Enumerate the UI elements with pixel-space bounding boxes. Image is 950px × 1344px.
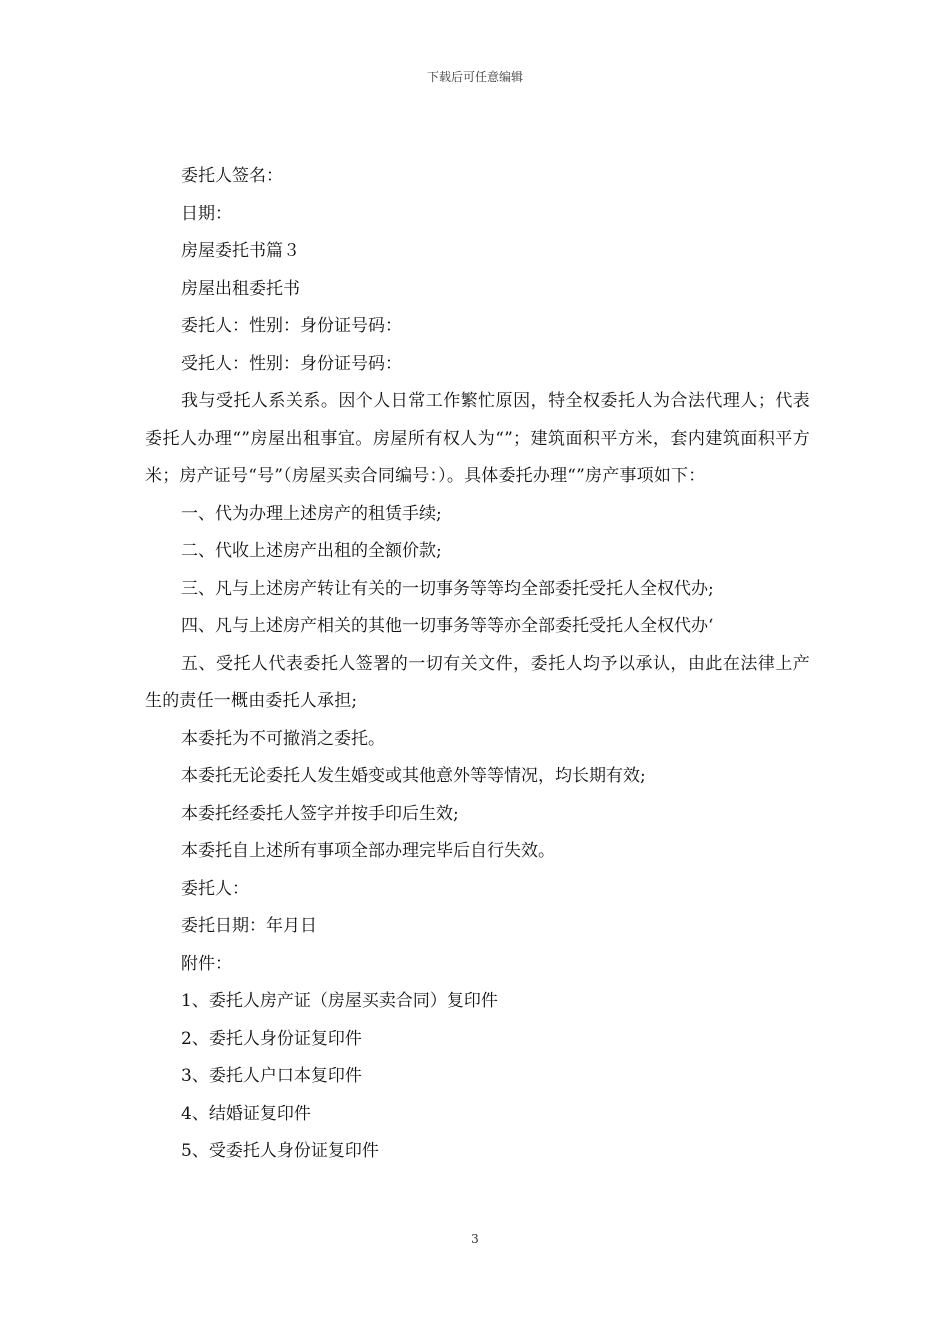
clause-expiry: 本委托自上述所有事项全部办理完毕后自行失效。 <box>181 841 555 861</box>
attachment-item: 3、委托人户口本复印件 <box>181 1066 362 1086</box>
list-item: 一、代为办理上述房产的租赁手续; <box>181 503 442 524</box>
attachments-heading: 附件： <box>181 953 232 974</box>
main-paragraph: 我与受托人系关系。因个人日常工作繁忙原因，特全权委托人为合法代理人；代表委托人办理“”房屋出租事宜。房屋所有权人为“”；建筑面积平方米，套内建筑面积平方米；房产证号“号”（房屋买卖合同编号：）。具体委托办理“”房产事项如下： <box>145 391 810 486</box>
section-title: 房屋委托书篇３ <box>181 241 300 261</box>
client-info-line: 委托人：性别：身份证号码： <box>181 316 402 336</box>
page-header-note: 下载后可任意编辑 <box>426 70 523 84</box>
list-item-five: 五、受托人代表委托人签署的一切有关文件，委托人均予以承认，由此在法律上产生的责任一概由委托人承担; <box>145 653 810 711</box>
document-body <box>145 158 810 1171</box>
attachment-item: 4、结婚证复印件 <box>181 1103 311 1124</box>
page-number: 3 <box>471 1232 479 1246</box>
attachment-item: 5、受委托人身份证复印件 <box>181 1141 379 1161</box>
attachment-item: 1、委托人房产证（房屋买卖合同）复印件 <box>181 991 498 1011</box>
attachment-item: 2、委托人身份证复印件 <box>181 1028 362 1049</box>
list-item: 四、凡与上述房产相关的其他一切事务等等亦全部委托受托人全权代办‘ <box>181 616 714 636</box>
clause-effective: 本委托经委托人签字并按手印后生效; <box>181 803 459 824</box>
date-line: 日期： <box>181 203 232 224</box>
clause-irrevocable: 本委托为不可撤消之委托。 <box>181 728 385 749</box>
commission-date-line: 委托日期：年月日 <box>181 916 317 936</box>
list-item: 二、代收上述房产出租的全额价款; <box>181 541 442 561</box>
client-line: 委托人： <box>181 878 249 899</box>
agent-info-line: 受托人：性别：身份证号码： <box>181 353 402 374</box>
client-signature-line: 委托人签名： <box>181 166 283 186</box>
document-title: 房屋出租委托书 <box>181 278 300 299</box>
list-item: 三、凡与上述房产转让有关的一切事务等等均全部委托受托人全权代办; <box>181 578 714 599</box>
clause-long-term: 本委托无论委托人发生婚变或其他意外等等情况，均长期有效; <box>181 766 646 786</box>
